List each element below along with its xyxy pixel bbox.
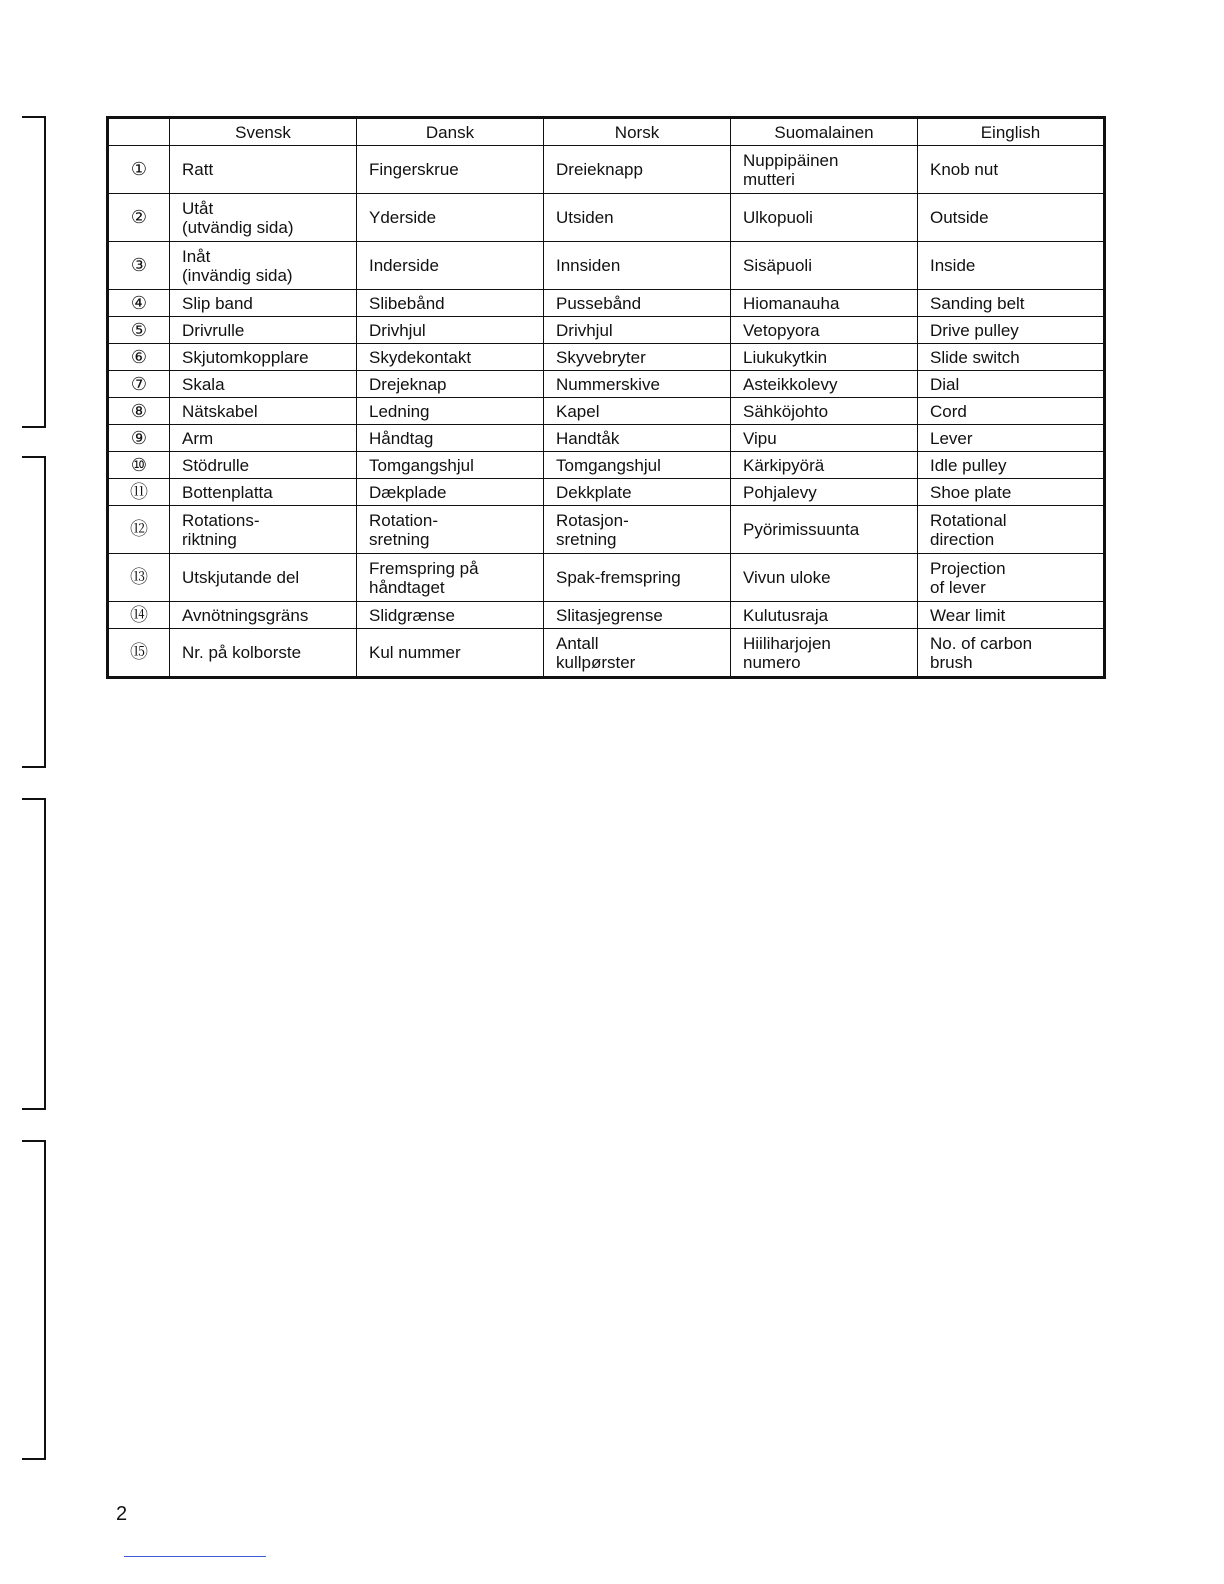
cell-svensk: Nr. på kolborste: [170, 629, 357, 678]
cell-dansk: Dækplade: [357, 479, 544, 506]
table-row: [108, 344, 1105, 371]
row-number: ⑭: [108, 602, 170, 629]
cell-dansk: Inderside: [357, 242, 544, 290]
margin-bracket: [22, 116, 46, 428]
cell-norsk: Innsiden: [544, 242, 731, 290]
cell-norsk: Handtåk: [544, 425, 731, 452]
header-dansk: Dansk: [357, 118, 544, 146]
cell-suomalainen: Sähköjohto: [731, 398, 918, 425]
cell-dansk: Kul nummer: [357, 629, 544, 678]
cell-dansk: Yderside: [357, 194, 544, 242]
cell-dansk: Fremspring på håndtaget: [357, 554, 544, 602]
cell-dansk: Drejeknap: [357, 371, 544, 398]
cell-svensk: Drivrulle: [170, 317, 357, 344]
cell-dansk: Rotation- sretning: [357, 506, 544, 554]
header-number: [108, 118, 170, 146]
row-number: ⑦: [108, 371, 170, 398]
header-suomalainen: Suomalainen: [731, 118, 918, 146]
cell-norsk: Nummerskive: [544, 371, 731, 398]
cell-english: Shoe plate: [918, 479, 1105, 506]
table-row: [108, 371, 1105, 398]
table-row: [108, 317, 1105, 344]
cell-svensk: Skjutomkopplare: [170, 344, 357, 371]
cell-svensk: Skala: [170, 371, 357, 398]
cell-svensk: Utskjutande del: [170, 554, 357, 602]
cell-norsk: Dekkplate: [544, 479, 731, 506]
cell-dansk: Drivhjul: [357, 317, 544, 344]
cell-norsk: Spak-fremspring: [544, 554, 731, 602]
row-number: ⑪: [108, 479, 170, 506]
cell-english: Projection of lever: [918, 554, 1105, 602]
cell-suomalainen: Hiiliharjojen numero: [731, 629, 918, 678]
cell-suomalainen: Kulutusraja: [731, 602, 918, 629]
cell-suomalainen: Vipu: [731, 425, 918, 452]
cell-dansk: Slibebånd: [357, 290, 544, 317]
cell-norsk: Pussebånd: [544, 290, 731, 317]
cell-english: Knob nut: [918, 146, 1105, 194]
cell-svensk: Nätskabel: [170, 398, 357, 425]
cell-english: Drive pulley: [918, 317, 1105, 344]
header-norsk: Norsk: [544, 118, 731, 146]
cell-dansk: Tomgangshjul: [357, 452, 544, 479]
cell-english: Outside: [918, 194, 1105, 242]
cell-english: Idle pulley: [918, 452, 1105, 479]
cell-suomalainen: Vivun uloke: [731, 554, 918, 602]
cell-norsk: Slitasjegrense: [544, 602, 731, 629]
row-number: ⑧: [108, 398, 170, 425]
cell-suomalainen: Pyörimissuunta: [731, 506, 918, 554]
cell-dansk: Ledning: [357, 398, 544, 425]
cell-suomalainen: Kärkipyörä: [731, 452, 918, 479]
table-body: [108, 146, 1105, 678]
cell-english: Dial: [918, 371, 1105, 398]
cell-norsk: Rotasjon- sretning: [544, 506, 731, 554]
table-row: [108, 290, 1105, 317]
parts-translation-table: [106, 116, 1106, 679]
cell-english: No. of carbon brush: [918, 629, 1105, 678]
cell-suomalainen: Pohjalevy: [731, 479, 918, 506]
margin-bracket: [22, 456, 46, 768]
margin-bracket: [22, 798, 46, 1110]
row-number: ⑤: [108, 317, 170, 344]
cell-svensk: Stödrulle: [170, 452, 357, 479]
row-number: ⑨: [108, 425, 170, 452]
cell-svensk: Utåt (utvändig sida): [170, 194, 357, 242]
footer-rule: [124, 1556, 266, 1557]
row-number: ⑮: [108, 629, 170, 678]
cell-svensk: Slip band: [170, 290, 357, 317]
row-number: ①: [108, 146, 170, 194]
margin-bracket: [22, 1140, 46, 1460]
cell-suomalainen: Asteikkolevy: [731, 371, 918, 398]
row-number: ⑫: [108, 506, 170, 554]
cell-norsk: Skyvebryter: [544, 344, 731, 371]
table-row: [108, 452, 1105, 479]
row-number: ③: [108, 242, 170, 290]
cell-suomalainen: Hiomanauha: [731, 290, 918, 317]
cell-svensk: Avnötningsgräns: [170, 602, 357, 629]
cell-suomalainen: Nuppipäinen mutteri: [731, 146, 918, 194]
cell-dansk: Slidgrænse: [357, 602, 544, 629]
row-number: ⑩: [108, 452, 170, 479]
table-row: [108, 554, 1105, 602]
cell-norsk: Kapel: [544, 398, 731, 425]
cell-suomalainen: Sisäpuoli: [731, 242, 918, 290]
cell-suomalainen: Ulkopuoli: [731, 194, 918, 242]
cell-norsk: Drivhjul: [544, 317, 731, 344]
cell-norsk: Antall kullpørster: [544, 629, 731, 678]
cell-dansk: Fingerskrue: [357, 146, 544, 194]
table-row: [108, 602, 1105, 629]
cell-svensk: Rotations- riktning: [170, 506, 357, 554]
cell-english: Wear limit: [918, 602, 1105, 629]
cell-english: Cord: [918, 398, 1105, 425]
row-number: ④: [108, 290, 170, 317]
cell-suomalainen: Vetopyora: [731, 317, 918, 344]
table-row: [108, 479, 1105, 506]
header-english: Einglish: [918, 118, 1105, 146]
table-row: [108, 146, 1105, 194]
table-row: [108, 629, 1105, 678]
table-row: [108, 398, 1105, 425]
row-number: ⑬: [108, 554, 170, 602]
table-row: [108, 194, 1105, 242]
table-row: [108, 425, 1105, 452]
cell-svensk: Ratt: [170, 146, 357, 194]
cell-english: Inside: [918, 242, 1105, 290]
table-header-row: [108, 118, 1105, 146]
cell-svensk: Bottenplatta: [170, 479, 357, 506]
cell-english: Rotational direction: [918, 506, 1105, 554]
header-svensk: Svensk: [170, 118, 357, 146]
cell-norsk: Utsiden: [544, 194, 731, 242]
cell-suomalainen: Liukukytkin: [731, 344, 918, 371]
cell-norsk: Tomgangshjul: [544, 452, 731, 479]
cell-svensk: Arm: [170, 425, 357, 452]
table-row: [108, 242, 1105, 290]
page-number: 2: [116, 1503, 128, 1525]
cell-svensk: Inåt (invändig sida): [170, 242, 357, 290]
cell-english: Lever: [918, 425, 1105, 452]
cell-norsk: Dreieknapp: [544, 146, 731, 194]
cell-dansk: Skydekontakt: [357, 344, 544, 371]
cell-english: Slide switch: [918, 344, 1105, 371]
row-number: ②: [108, 194, 170, 242]
row-number: ⑥: [108, 344, 170, 371]
table-row: [108, 506, 1105, 554]
cell-dansk: Håndtag: [357, 425, 544, 452]
cell-english: Sanding belt: [918, 290, 1105, 317]
